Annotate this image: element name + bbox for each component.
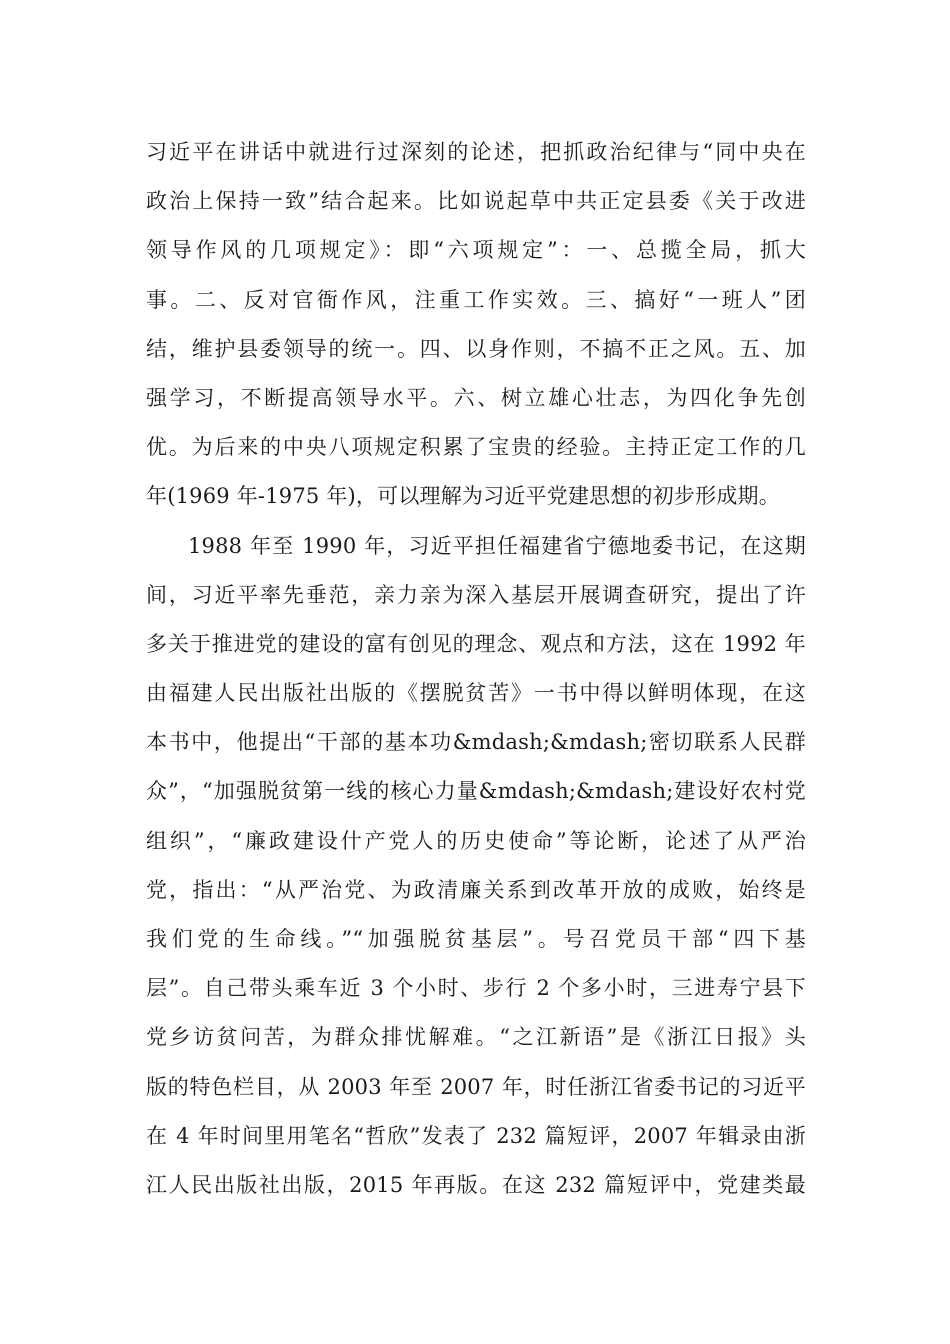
text-line: 党，指出：“从严治党、为政清廉关系到改革开放的成败，始终是 bbox=[146, 877, 806, 902]
text-line: 事。二、反对官衙作风，注重工作实效。三、搞好“一班人”团 bbox=[146, 287, 806, 312]
text-line: 多关于推进党的建设的富有创见的理念、观点和方法，这在 1992 年 bbox=[146, 631, 806, 656]
text-line: 政治上保持一致”结合起来。比如说起草中共正定县委《关于改进 bbox=[146, 189, 806, 214]
text-line: 结，维护县委领导的统一。四、以身作则，不搞不正之风。五、加 bbox=[146, 336, 806, 361]
text-line: 本书中，他提出“干部的基本功&mdash;&mdash;密切联系人民群 bbox=[146, 730, 806, 755]
text-line: 层”。自己带头乘车近 3 个小时、步行 2 个多小时，三进寿宁县下 bbox=[146, 976, 806, 1001]
text-line: 间，习近平率先垂范，亲力亲为深入基层开展调查研究，提出了许 bbox=[146, 582, 806, 607]
paragraph-first-line: 1988 年至 1990 年，习近平担任福建省宁德地委书记，在这期 bbox=[188, 533, 806, 558]
body-text bbox=[146, 128, 806, 1210]
text-line: 习近平在讲话中就进行过深刻的论述，把抓政治纪律与“同中央在 bbox=[146, 140, 806, 164]
text-line: 在 4 年时间里用笔名“哲欣”发表了 232 篇短评，2007 年辑录由浙 bbox=[146, 1123, 806, 1148]
text-line: 强学习，不断提高领导水平。六、树立雄心壮志，为四化争先创 bbox=[146, 385, 806, 410]
text-line: 江人民出版社出版，2015 年再版。在这 232 篇短评中，党建类最 bbox=[146, 1172, 806, 1197]
text-line: 版的特色栏目，从 2003 年至 2007 年，时任浙江省委书记的习近平 bbox=[146, 1074, 806, 1099]
text-line: 优。为后来的中央八项规定积累了宝贵的经验。主持正定工作的几 bbox=[146, 435, 806, 460]
text-line: 由福建人民出版社出版的《摆脱贫苦》一书中得以鲜明体现，在这 bbox=[146, 681, 806, 706]
text-line: 党乡访贫问苦，为群众排忧解难。“之江新语”是《浙江日报》头 bbox=[146, 1025, 806, 1050]
text-line: 年(1969 年-1975 年)，可以理解为习近平党建思想的初步形成期。 bbox=[146, 484, 780, 509]
text-line: 组织”，“廉政建设什产党人的历史使命”等论断，论述了从严治 bbox=[146, 828, 806, 853]
text-line: 我们党的生命线。”“加强脱贫基层”。号召党员干部“四下基 bbox=[146, 927, 806, 951]
text-line: 众”，“加强脱贫第一线的核心力量&mdash;&mdash;建设好农村党 bbox=[146, 779, 806, 804]
text-line: 领导作风的几项规定》：即“六项规定”：一、总揽全局，抓大 bbox=[146, 238, 806, 263]
